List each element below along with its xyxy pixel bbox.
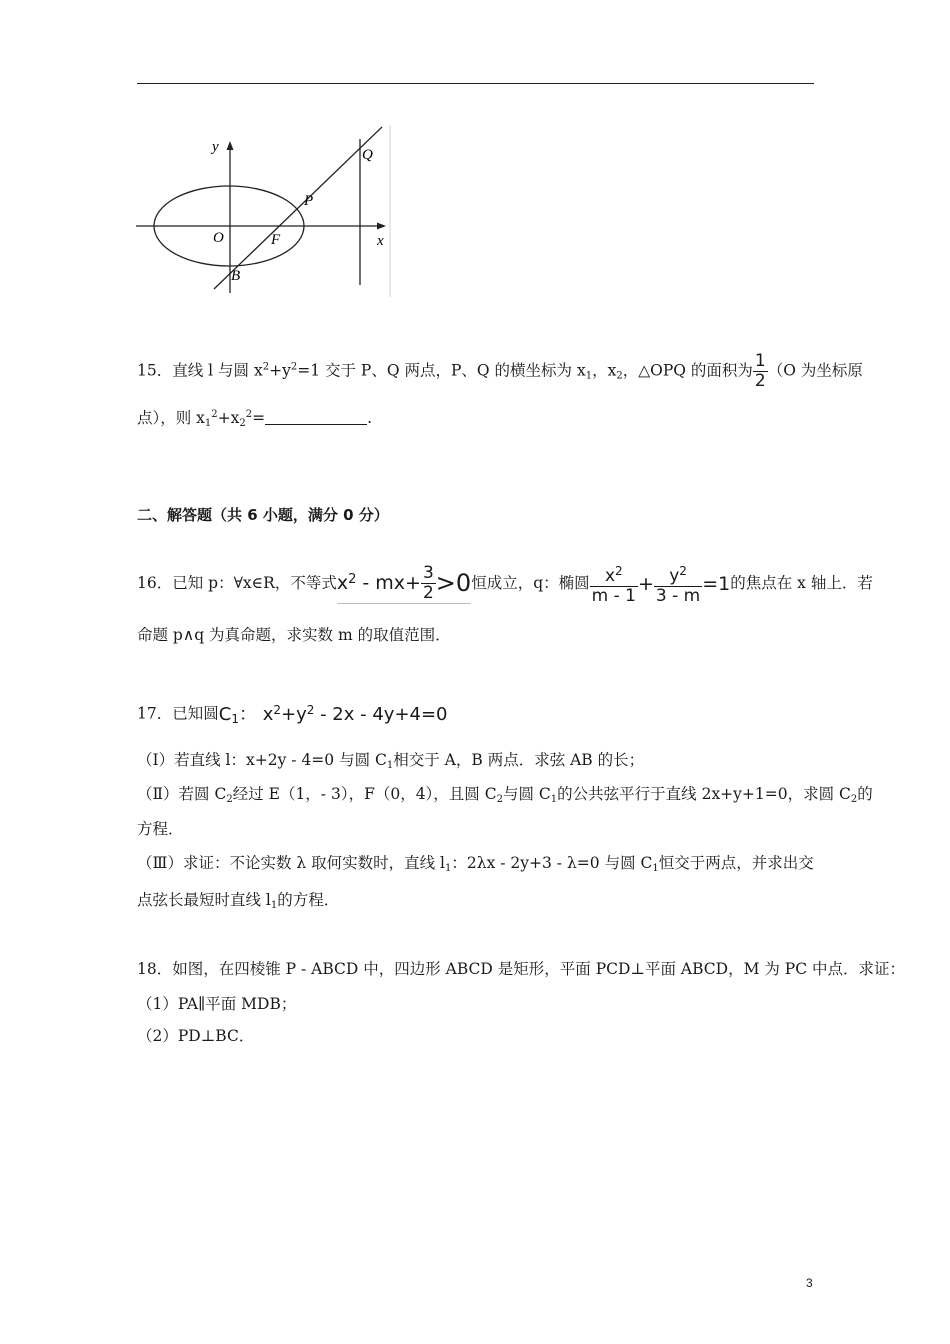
q17-line1: 17．已知圆$C_1$： $x^2+y^2 - 2x - 4y+4=0$ bbox=[137, 700, 448, 729]
label-p: P bbox=[304, 193, 314, 209]
ellipse-term-x: $\frac{x^2}{m - 1}$ bbox=[591, 564, 636, 606]
q17-part1: （Ⅰ）若直线 l：x+2y - 4=0 与圆 $C_1$相交于 A，B 两点．求弦 AB 的长； bbox=[137, 751, 645, 771]
q16-line2: 命题 p∧q 为真命题，求实数 m 的取值范围． bbox=[137, 626, 451, 644]
ellipse-term-y: $\frac{y^2}{3 - m}$ bbox=[655, 564, 701, 606]
area-fraction: $\frac{1}{2}$ bbox=[754, 351, 766, 391]
q15-line2: 点），则 $x_1^2+x_2^2=$ . bbox=[137, 409, 373, 429]
circle-equation: $C_1$： $x^2+y^2 - 2x - 4y+4=0$ bbox=[218, 703, 448, 726]
label-f: F bbox=[271, 232, 281, 248]
q17-part3-line2: 点弦长最短时直线 $l_1$的方程． bbox=[137, 891, 340, 911]
label-o: O bbox=[213, 230, 224, 246]
answer-blank[interactable] bbox=[265, 410, 367, 425]
label-b: B bbox=[231, 268, 241, 284]
page-number: 3 bbox=[806, 1276, 813, 1290]
label-q: Q bbox=[362, 147, 373, 163]
ellipse-figure bbox=[134, 125, 394, 297]
label-x: x bbox=[377, 233, 384, 249]
header-rule bbox=[137, 83, 814, 84]
label-y: y bbox=[212, 139, 219, 155]
q18-part1: （1）PA∥平面 MDB； bbox=[137, 995, 297, 1013]
section-heading: 二、解答题（共 6 小题，满分 0 分） bbox=[137, 506, 389, 524]
q16-line1: 16．已知 p：∀x∈R，不等式$x^2 - mx+$ $\frac{3}{2}$ >0恒成立，q：椭圆 $\frac{x^2}{m - 1}$ + $\frac{y^2}{3 - m}$ =1的焦点在 x 轴上．若 bbox=[137, 563, 873, 606]
q18-part2: （2）PD⊥BC． bbox=[137, 1027, 255, 1045]
inequality-expression: $x^2 - mx+$ $\frac{3}{2}$ >0 bbox=[336, 563, 472, 603]
q17-part2: （Ⅱ）若圆 $C_2$经过 E（1，- 3），F（0，4），且圆 $C_2$与圆 $C_1$的公共弦平行于直线 2x+y+1=0，求圆 $C_2$的 bbox=[137, 785, 873, 805]
q15-line1: 15．直线 l 与圆 $x^2+y^2=1$ 交于 P、Q 两点，P、Q 的横坐标为 $x_1$，$x_2$，△OPQ 的面积为 $\frac{1}{2}$ （O 为坐标原 bbox=[137, 351, 863, 391]
q17-part3: （Ⅲ）求证：不论实数 λ 取何实数时，直线 $l_1$：2λx - 2y+3 - λ=0 与圆 $C_1$恒交于两点，并求出交 bbox=[137, 854, 814, 874]
q18-line1: 18．如图，在四棱锥 P - ABCD 中，四边形 ABCD 是矩形，平面 PCD⊥平面 ABCD，M 为 PC 中点．求证： bbox=[137, 960, 906, 978]
q17-part2-line2: 方程． bbox=[137, 820, 184, 838]
